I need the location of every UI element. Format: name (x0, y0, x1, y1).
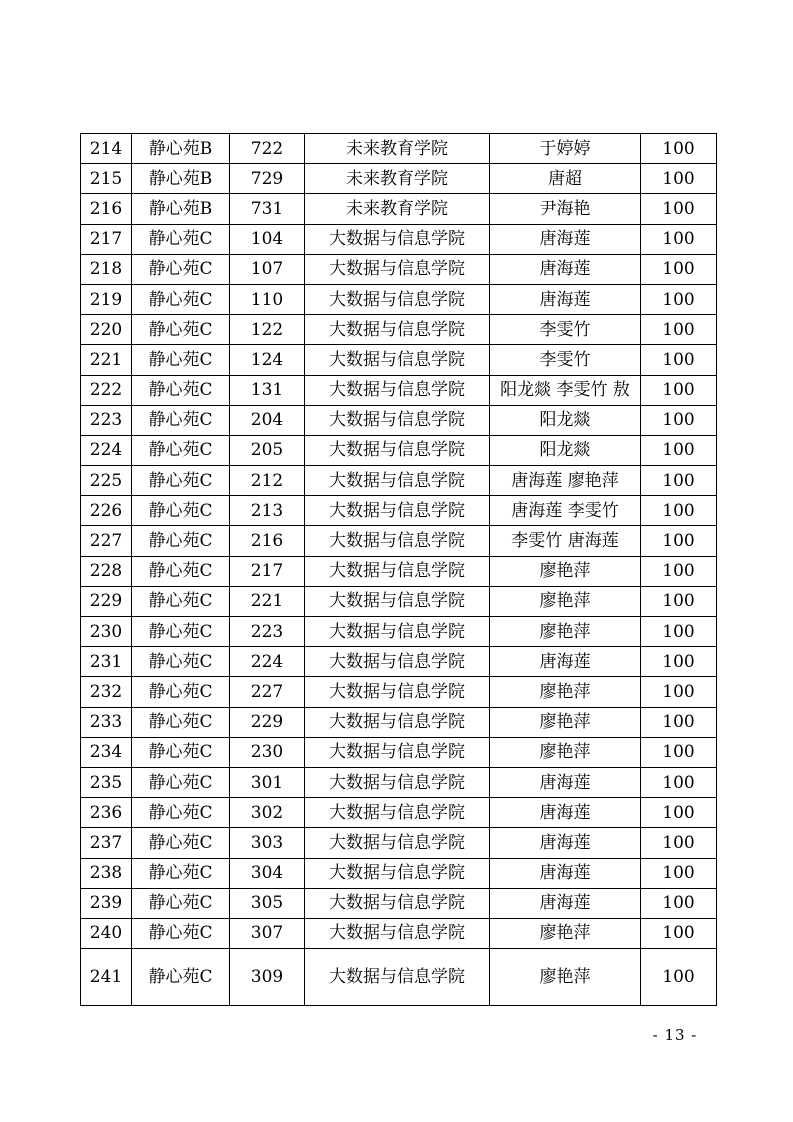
inspector-name-cell: 唐超 (490, 164, 641, 194)
room-number-cell: 224 (230, 647, 305, 677)
table-row (81, 707, 717, 737)
row-number-cell: 233 (81, 707, 132, 737)
building-cell: 静心苑C (132, 405, 230, 435)
inspector-name-cell: 阳龙燚 (490, 405, 641, 435)
row-number-cell: 219 (81, 284, 132, 314)
inspector-name-cell: 唐海莲 李雯竹 (490, 496, 641, 526)
table-row (81, 284, 717, 314)
table-row (81, 918, 717, 948)
table-row (81, 224, 717, 254)
college-cell: 大数据与信息学院 (305, 405, 490, 435)
table-row (81, 949, 717, 1006)
inspector-name-cell: 唐海莲 (490, 254, 641, 284)
row-number-cell: 224 (81, 435, 132, 465)
room-number-cell: 301 (230, 767, 305, 797)
table-row (81, 586, 717, 616)
room-number-cell: 307 (230, 918, 305, 948)
row-number-cell: 220 (81, 315, 132, 345)
row-number-cell: 226 (81, 496, 132, 526)
room-number-cell: 216 (230, 526, 305, 556)
score-cell: 100 (641, 496, 717, 526)
room-number-cell: 304 (230, 858, 305, 888)
score-cell: 100 (641, 526, 717, 556)
row-number-cell: 231 (81, 647, 132, 677)
inspector-name-cell: 于婷婷 (490, 134, 641, 164)
building-cell: 静心苑C (132, 345, 230, 375)
row-number-cell: 235 (81, 767, 132, 797)
building-cell: 静心苑C (132, 798, 230, 828)
inspector-name-cell: 唐海莲 (490, 888, 641, 918)
building-cell: 静心苑C (132, 858, 230, 888)
table-row (81, 828, 717, 858)
room-number-cell: 107 (230, 254, 305, 284)
row-number-cell: 236 (81, 798, 132, 828)
page-number: - 13 - (652, 1026, 698, 1044)
building-cell: 静心苑C (132, 556, 230, 586)
inspector-name-cell: 阳龙燚 (490, 435, 641, 465)
row-number-cell: 216 (81, 194, 132, 224)
room-number-cell: 731 (230, 194, 305, 224)
table-row (81, 677, 717, 707)
inspector-name-cell: 廖艳萍 (490, 707, 641, 737)
college-cell: 大数据与信息学院 (305, 949, 490, 1006)
row-number-cell: 229 (81, 586, 132, 616)
row-number-cell: 225 (81, 466, 132, 496)
score-cell: 100 (641, 707, 717, 737)
building-cell: 静心苑C (132, 737, 230, 767)
row-number-cell: 232 (81, 677, 132, 707)
inspector-name-cell: 廖艳萍 (490, 617, 641, 647)
table-row (81, 647, 717, 677)
score-cell: 100 (641, 375, 717, 405)
score-cell: 100 (641, 194, 717, 224)
inspector-name-cell: 唐海莲 (490, 767, 641, 797)
building-cell: 静心苑C (132, 466, 230, 496)
score-cell: 100 (641, 405, 717, 435)
building-cell: 静心苑C (132, 254, 230, 284)
inspector-name-cell: 廖艳萍 (490, 949, 641, 1006)
building-cell: 静心苑C (132, 375, 230, 405)
table-row (81, 798, 717, 828)
building-cell: 静心苑C (132, 828, 230, 858)
row-number-cell: 241 (81, 949, 132, 1006)
room-number-cell: 205 (230, 435, 305, 465)
inspector-name-cell: 廖艳萍 (490, 677, 641, 707)
college-cell: 大数据与信息学院 (305, 466, 490, 496)
row-number-cell: 230 (81, 617, 132, 647)
college-cell: 大数据与信息学院 (305, 254, 490, 284)
building-cell: 静心苑C (132, 767, 230, 797)
inspector-name-cell: 李雯竹 (490, 315, 641, 345)
room-number-cell: 213 (230, 496, 305, 526)
room-number-cell: 309 (230, 949, 305, 1006)
college-cell: 大数据与信息学院 (305, 496, 490, 526)
inspector-name-cell: 李雯竹 唐海莲 (490, 526, 641, 556)
inspector-name-cell: 唐海莲 (490, 858, 641, 888)
building-cell: 静心苑C (132, 284, 230, 314)
room-number-cell: 212 (230, 466, 305, 496)
room-number-cell: 124 (230, 345, 305, 375)
table-row (81, 134, 717, 164)
row-number-cell: 238 (81, 858, 132, 888)
score-cell: 100 (641, 949, 717, 1006)
table-row (81, 435, 717, 465)
college-cell: 大数据与信息学院 (305, 435, 490, 465)
row-number-cell: 240 (81, 918, 132, 948)
college-cell: 大数据与信息学院 (305, 556, 490, 586)
table-row (81, 466, 717, 496)
building-cell: 静心苑B (132, 134, 230, 164)
table-row (81, 556, 717, 586)
building-cell: 静心苑C (132, 918, 230, 948)
room-number-cell: 223 (230, 617, 305, 647)
room-number-cell: 230 (230, 737, 305, 767)
college-cell: 大数据与信息学院 (305, 677, 490, 707)
row-number-cell: 228 (81, 556, 132, 586)
room-number-cell: 229 (230, 707, 305, 737)
score-cell: 100 (641, 858, 717, 888)
college-cell: 大数据与信息学院 (305, 647, 490, 677)
score-cell: 100 (641, 556, 717, 586)
building-cell: 静心苑C (132, 315, 230, 345)
row-number-cell: 227 (81, 526, 132, 556)
college-cell: 大数据与信息学院 (305, 737, 490, 767)
room-number-cell: 729 (230, 164, 305, 194)
score-cell: 100 (641, 435, 717, 465)
inspector-name-cell: 唐海莲 (490, 647, 641, 677)
inspector-name-cell: 廖艳萍 (490, 737, 641, 767)
college-cell: 大数据与信息学院 (305, 798, 490, 828)
room-number-cell: 302 (230, 798, 305, 828)
table-row (81, 496, 717, 526)
score-cell: 100 (641, 767, 717, 797)
college-cell: 大数据与信息学院 (305, 375, 490, 405)
college-cell: 大数据与信息学院 (305, 888, 490, 918)
inspector-name-cell: 李雯竹 (490, 345, 641, 375)
row-number-cell: 215 (81, 164, 132, 194)
inspector-name-cell: 唐海莲 廖艳萍 (490, 466, 641, 496)
dorm-inspection-table (80, 133, 717, 1006)
college-cell: 未来教育学院 (305, 164, 490, 194)
college-cell: 未来教育学院 (305, 134, 490, 164)
table-row (81, 737, 717, 767)
score-cell: 100 (641, 647, 717, 677)
score-cell: 100 (641, 284, 717, 314)
college-cell: 大数据与信息学院 (305, 858, 490, 888)
inspector-name-cell: 唐海莲 (490, 224, 641, 254)
college-cell: 大数据与信息学院 (305, 617, 490, 647)
row-number-cell: 223 (81, 405, 132, 435)
inspector-name-cell (490, 375, 641, 405)
score-cell: 100 (641, 134, 717, 164)
college-cell: 大数据与信息学院 (305, 224, 490, 254)
row-number-cell: 234 (81, 737, 132, 767)
table-row (81, 254, 717, 284)
room-number-cell: 305 (230, 888, 305, 918)
score-cell: 100 (641, 466, 717, 496)
inspector-name-cell: 廖艳萍 (490, 586, 641, 616)
college-cell: 大数据与信息学院 (305, 767, 490, 797)
table-row (81, 858, 717, 888)
score-cell: 100 (641, 586, 717, 616)
room-number-cell: 122 (230, 315, 305, 345)
inspector-name-text: 阳龙燚 李雯竹 敖 (500, 380, 630, 401)
table-row (81, 194, 717, 224)
row-number-cell: 239 (81, 888, 132, 918)
room-number-cell: 131 (230, 375, 305, 405)
building-cell: 静心苑C (132, 526, 230, 556)
row-number-cell: 222 (81, 375, 132, 405)
room-number-cell: 217 (230, 556, 305, 586)
row-number-cell: 237 (81, 828, 132, 858)
room-number-cell: 110 (230, 284, 305, 314)
score-cell: 100 (641, 828, 717, 858)
row-number-cell: 221 (81, 345, 132, 375)
college-cell: 大数据与信息学院 (305, 526, 490, 556)
college-cell: 大数据与信息学院 (305, 345, 490, 375)
score-cell: 100 (641, 224, 717, 254)
table-row (81, 405, 717, 435)
score-cell: 100 (641, 345, 717, 375)
table-row (81, 526, 717, 556)
inspector-name-cell: 廖艳萍 (490, 918, 641, 948)
room-number-cell: 104 (230, 224, 305, 254)
score-cell: 100 (641, 164, 717, 194)
building-cell: 静心苑C (132, 949, 230, 1006)
row-number-cell: 217 (81, 224, 132, 254)
building-cell: 静心苑C (132, 647, 230, 677)
building-cell: 静心苑C (132, 707, 230, 737)
score-cell: 100 (641, 677, 717, 707)
room-number-cell: 722 (230, 134, 305, 164)
college-cell: 大数据与信息学院 (305, 284, 490, 314)
table-row (81, 345, 717, 375)
inspector-name-cell: 唐海莲 (490, 798, 641, 828)
inspector-name-cell: 唐海莲 (490, 284, 641, 314)
table-row (81, 375, 717, 405)
room-number-cell: 303 (230, 828, 305, 858)
table-row (81, 315, 717, 345)
building-cell: 静心苑C (132, 224, 230, 254)
room-number-cell: 221 (230, 586, 305, 616)
college-cell: 大数据与信息学院 (305, 828, 490, 858)
building-cell: 静心苑C (132, 617, 230, 647)
college-cell: 未来教育学院 (305, 194, 490, 224)
row-number-cell: 214 (81, 134, 132, 164)
inspector-name-cell: 尹海艳 (490, 194, 641, 224)
inspector-name-cell: 廖艳萍 (490, 556, 641, 586)
room-number-cell: 227 (230, 677, 305, 707)
score-cell: 100 (641, 315, 717, 345)
building-cell: 静心苑C (132, 586, 230, 616)
college-cell: 大数据与信息学院 (305, 586, 490, 616)
table-row (81, 888, 717, 918)
room-number-cell: 204 (230, 405, 305, 435)
building-cell: 静心苑C (132, 888, 230, 918)
building-cell: 静心苑C (132, 496, 230, 526)
score-cell: 100 (641, 888, 717, 918)
score-cell: 100 (641, 737, 717, 767)
score-cell: 100 (641, 617, 717, 647)
building-cell: 静心苑C (132, 677, 230, 707)
table-body (81, 134, 717, 1006)
score-cell: 100 (641, 254, 717, 284)
building-cell: 静心苑B (132, 194, 230, 224)
college-cell: 大数据与信息学院 (305, 315, 490, 345)
inspector-name-cell: 唐海莲 (490, 828, 641, 858)
row-number-cell: 218 (81, 254, 132, 284)
score-cell: 100 (641, 918, 717, 948)
score-cell: 100 (641, 798, 717, 828)
building-cell: 静心苑C (132, 435, 230, 465)
table-row (81, 767, 717, 797)
college-cell: 大数据与信息学院 (305, 918, 490, 948)
college-cell: 大数据与信息学院 (305, 707, 490, 737)
table-row (81, 164, 717, 194)
table-row (81, 617, 717, 647)
building-cell: 静心苑B (132, 164, 230, 194)
